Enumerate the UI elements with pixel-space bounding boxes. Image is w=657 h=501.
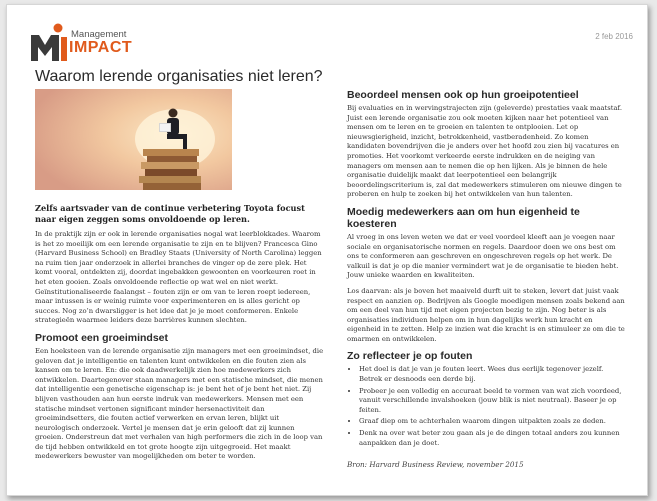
source-citation: Bron: Harvard Business Review, november 2015 bbox=[347, 460, 524, 470]
right-column bbox=[347, 85, 625, 469]
section-heading-uniqueness: Moedig medewerkers aan om hun eigenheid te koesteren bbox=[347, 205, 580, 230]
logo-text-main: IMPACT bbox=[69, 39, 133, 56]
article-lead: Zelfs aartsvader van de continue verbetering Toyota focust naar eigen zeggen soms onvoldoende op leren. bbox=[35, 203, 305, 224]
growth-mindset-paragraph: Een hoeksteen van de lerende organisatie zijn managers met een groeimindset, die geloven dat je intelligentie en talenten kunt ontwikkelen en die fouten zien als kansen om te leren. En: die ook daadwerkelijk zien hoe medewerkers zich ontwikkelen. Daartegenover staan managers met een statische mindset, die menen dat intelligentie een genetische eigenschap is: je bent het of je bent het niet. Zij blijven vasthouden aan hun eerste indruk van medewerkers. Mensen met een statische mindset vertonen significant minder hersenactiviteit dan groeimindsetters, die fouten actief verwerken en ervan leren, blijkt uit neurologisch onderzoek. Vertel je mensen dat je erin gelooft dat zij kunnen groeien. Onderstreun dat met verhalen van high performers die zich in de loop van de tijd hebben ontwikkeld en tot grote hoogte zijn uitgegroeid. Het maakt medewerkers bewuster van mogelijkheden om beter te worden. bbox=[35, 346, 324, 461]
logo-text-small: Management bbox=[71, 29, 127, 40]
list-item: • Denk na over wat beter zou gaan als je de dingen totaal anders zou kunnen aanpakken dan je doet. bbox=[359, 429, 625, 448]
management-impact-logo[interactable] bbox=[31, 23, 171, 67]
logo-mark-icon bbox=[31, 23, 67, 63]
list-item: • Probeer je een volledig en accuraat beeld te vormen van wat zich voordeed, vanuit verschillende invalshoeken (jouw blik is niet neutraal). Baseer je op feiten. bbox=[359, 387, 625, 416]
uniqueness-paragraph-2: Los daarvan: als je boven het maaiveld durft uit te steken, levert dat juist vaak respect en aanzien op. Bedrijven als Google moedigen mensen zoals bekend aan om een deel van hun tijd met eigen projecten bezig te zijn. Nog beter is als organisaties individuen helpen om in hun dagelijks werk hun kracht en eigenheid in te zetten. Help ze inzien wat die kracht is en stimuleer ze om die te omarmen en ontwikkelen. bbox=[347, 286, 625, 343]
section-heading-growth-mindset: Promoot een groeimindset bbox=[35, 331, 169, 344]
potential-paragraph: Bij evaluaties en in wervingstrajecten zijn (geleverde) prestaties vaak maatstaf. Juist een lerende organisatie zou ook moeten kijken naar het potentieel van mensen om te leren en te groeien en talenten te ontplooien. Let op nieuwsgierigheid, inzicht, betrokkenheid, vastberadenheid. Zo komen kandidaten bovendrijven die je anders over het hoofd zou zien bij vacatures en promoties. Het voorkomt verkeerde eerste indrukken en de neiging van managers om mensen aan te nemen die op hen lijken. Als je binnen de hele organisatie duidelijk maakt dat leerpotentieel een belangrijk beoordelingscriterium is, zal dat medewerkers stimuleren om nieuwe dingen te proberen en hulp te zoeken bij het ontwikkelen van hun talenten. bbox=[347, 104, 622, 199]
publication-date: 2 feb 2016 bbox=[595, 32, 633, 41]
intro-paragraph: In de praktijk zijn er ook in lerende organisaties nogal wat leerblokkades. Waarom is het zo moeilijk om een lerende organisatie te zijn en te blijven? Francesca Gino (Harvard Business School) en Bradley Staats (University of North Carolina) leggen na ruim tien jaar onderzoek in allerlei branches de vinger op de zere plek. Het komt vooral, ontdekten zij, doordat ingebakken gewoonten en voorkeuren roet in het eten gooien. Zoals onvoldoende reflectie op wat wel en niet werkt. Geïnstitutionaliseerde faalangst – fouten zijn er om van te leren roept iedereen, maar intussen is er weinig ruimte voor experimenteren en is alles gericht op succes. Nog zo’n dwarsligger is het idee dat je je moet conformeren. Enkele strategieën waarmee leiders deze barrières kunnen slechten. bbox=[35, 230, 322, 325]
article-page bbox=[6, 4, 648, 496]
reflection-tips-list bbox=[347, 365, 625, 448]
hero-image bbox=[35, 89, 232, 190]
page-title: Waarom lerende organisaties niet leren? bbox=[35, 68, 323, 85]
list-item: • Het doel is dat je van je fouten leert. Wees dus eerlijk tegenover jezelf. Betrek er desnoods een derde bij. bbox=[359, 365, 625, 384]
section-heading-potential: Beoordeel mensen ook op hun groeipotentieel bbox=[347, 89, 579, 101]
list-item: • Graaf diep om te achterhalen waarom dingen uitpakten zoals ze deden. bbox=[359, 417, 625, 427]
uniqueness-paragraph-1: Al vroeg in ons leven weten we dat er veel voordeel kleeft aan je voegen naar sociale en organisatorische normen en regels. Daardoor doen we ons best om ons te conformeren aan geschreven en ongeschreven regels op het werk. De valkuil is dat je op die manier vermindert wat je de organisatie te bieden hebt. Jouw unieke waarden en kwaliteiten. bbox=[347, 232, 619, 280]
left-column bbox=[35, 89, 325, 468]
section-heading-reflect: Zo reflecteer je op fouten bbox=[347, 350, 473, 363]
